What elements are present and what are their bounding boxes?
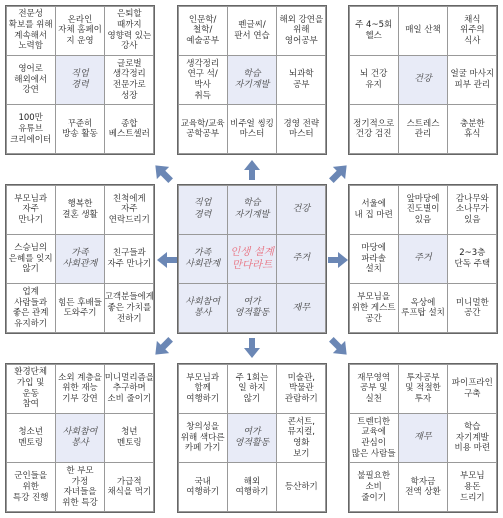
family-action-cell: 친척에게 자주 연락드리기 xyxy=(104,185,154,235)
arrow-up-left-icon xyxy=(150,160,176,186)
health-action-cell: 얼굴 마사지 피부 관리 xyxy=(447,55,497,105)
arrow-down-right-icon xyxy=(326,334,352,360)
career-action-cell: 글로벌 생각정리 전문가로 성장 xyxy=(104,55,154,105)
learning-action-cell: 비주얼 씽킹 마스터 xyxy=(227,104,277,154)
housing-action-cell: 서울에 내 집 마련 xyxy=(349,185,399,235)
leisure-action-cell: 해외 여행하기 xyxy=(227,462,277,512)
leisure-goal-cell: 여가 영적활동 xyxy=(227,413,277,463)
family-goal-cell: 가족 사회관계 xyxy=(55,234,105,284)
career-action-cell: 100만 유튜브 크리에이터 xyxy=(6,104,56,154)
family-action-cell: 힘든 후배들 도와주기 xyxy=(55,283,105,333)
center-goal-cell: 주거 xyxy=(276,234,326,284)
housing-action-cell: 옥상에 루프탑 설치 xyxy=(398,283,448,333)
finance-action-cell: 부모님 용돈 드리기 xyxy=(447,462,497,512)
center-goal-cell: 여가 영적활동 xyxy=(227,283,277,333)
arrow-down-left-icon xyxy=(150,334,176,360)
learning-action-cell: 펜글씨/ 판서 연습 xyxy=(227,6,277,56)
housing-action-cell: 마당에 파라솔 설치 xyxy=(349,234,399,284)
social-action-cell: 청소년 멘토링 xyxy=(6,413,56,463)
arrow-left-icon xyxy=(155,248,179,272)
center-goal-cell: 사회참여 봉사 xyxy=(178,283,228,333)
family-action-cell: 고객분들에게 좋은 가치를 전하기 xyxy=(104,283,154,333)
learning-action-cell: 인문학/ 철학/ 예술공부 xyxy=(178,6,228,56)
housing-block xyxy=(348,184,498,334)
career-action-cell: 온라인 자체 홈페이 지 운영 xyxy=(55,6,105,56)
leisure-action-cell: 등산하기 xyxy=(276,462,326,512)
arrow-up-right-icon xyxy=(326,160,352,186)
finance-action-cell: 투자공부 및 적절한 투자 xyxy=(398,364,448,414)
leisure-action-cell: 국내 여행하기 xyxy=(178,462,228,512)
leisure-action-cell: 창의성을 위해 색다른 카페 가기 xyxy=(178,413,228,463)
arrow-up-icon xyxy=(240,158,264,182)
family-action-cell: 행복한 결혼 생활 xyxy=(55,185,105,235)
learning-block xyxy=(177,5,327,155)
social-action-cell: 미니멀리즘을 추구하며 소비 줄이기 xyxy=(104,364,154,414)
finance-action-cell: 파이프라인 구축 xyxy=(447,364,497,414)
center-goal-cell: 재무 xyxy=(276,283,326,333)
learning-action-cell: 경영 전략 마스터 xyxy=(276,104,326,154)
finance-action-cell: 학자금 전액 상환 xyxy=(398,462,448,512)
finance-action-cell: 트렌디한 교육에 관심이 많은 사람들 xyxy=(349,413,399,463)
housing-action-cell: 감나무와 소나무가 있음 xyxy=(447,185,497,235)
social-goal-cell: 사회참여 봉사 xyxy=(55,413,105,463)
health-goal-cell: 건강 xyxy=(398,55,448,105)
career-action-cell: 영어로 해외에서 강연 xyxy=(6,55,56,105)
career-action-cell: 은퇴할 때까지 영향력 있는 강사 xyxy=(104,6,154,56)
career-action-cell: 꾸준히 방송 활동 xyxy=(55,104,105,154)
health-action-cell: 충분한 휴식 xyxy=(447,104,497,154)
social-action-cell: 군인들을 위한 특강 진행 xyxy=(6,462,56,512)
finance-action-cell: 재무영역 공부 및 실천 xyxy=(349,364,399,414)
family-action-cell: 친구들과 자주 만나기 xyxy=(104,234,154,284)
arrow-down-icon xyxy=(240,336,264,360)
health-action-cell: 매일 산책 xyxy=(398,6,448,56)
center-goal-cell: 건강 xyxy=(276,185,326,235)
health-action-cell: 스트레스 관리 xyxy=(398,104,448,154)
center-goal-cell: 직업 경력 xyxy=(178,185,228,235)
health-action-cell: 채식 위주의 식사 xyxy=(447,6,497,56)
career-goal-cell: 직업 경력 xyxy=(55,55,105,105)
health-action-cell: 주 4~5회 헬스 xyxy=(349,6,399,56)
housing-goal-cell: 주거 xyxy=(398,234,448,284)
finance-action-cell: 학습 자기계발 비용 마련 xyxy=(447,413,497,463)
leisure-action-cell: 주 1회는 일 하지 않기 xyxy=(227,364,277,414)
learning-action-cell: 뇌과학 공부 xyxy=(276,55,326,105)
leisure-action-cell: 콘서트, 뮤지컬, 영화 보기 xyxy=(276,413,326,463)
leisure-action-cell: 미술관, 박물관 관람하기 xyxy=(276,364,326,414)
housing-action-cell: 앞마당에 진도별이 있음 xyxy=(398,185,448,235)
finance-goal-cell: 재무 xyxy=(398,413,448,463)
center-block xyxy=(177,184,327,334)
housing-action-cell: 부모님을 위한 게스트 공간 xyxy=(349,283,399,333)
finance-block xyxy=(348,363,498,513)
family-action-cell: 업계 사람들과 좋은 관계 유지하기 xyxy=(6,283,56,333)
social-action-cell: 가급적 채식을 먹기 xyxy=(104,462,154,512)
housing-action-cell: 2~3층 단독 주택 xyxy=(447,234,497,284)
family-action-cell: 부모님과 자주 만나기 xyxy=(6,185,56,235)
career-action-cell: 종합 베스트셀러 xyxy=(104,104,154,154)
health-action-cell: 정기적으로 건강 검진 xyxy=(349,104,399,154)
social-action-cell: 한 부모 가정 자녀들을 위한 특강 xyxy=(55,462,105,512)
learning-action-cell: 교육학/교육 공학공부 xyxy=(178,104,228,154)
health-block xyxy=(348,5,498,155)
social-block xyxy=(5,363,155,513)
social-action-cell: 청년 멘토링 xyxy=(104,413,154,463)
learning-goal-cell: 학습 자기계발 xyxy=(227,55,277,105)
housing-action-cell: 미니멀한 공간 xyxy=(447,283,497,333)
social-action-cell: 소외 계층을 위한 재능 기부 강연 xyxy=(55,364,105,414)
arrow-right-icon xyxy=(326,248,350,272)
finance-action-cell: 불필요한 소비 줄이기 xyxy=(349,462,399,512)
center-goal-cell: 학습 자기계발 xyxy=(227,185,277,235)
leisure-action-cell: 부모님과 함께 여행하기 xyxy=(178,364,228,414)
family-block xyxy=(5,184,155,334)
mandalart-title: 인생 설계 만다라트 xyxy=(227,234,277,284)
learning-action-cell: 생각정리 연구 석/박사 취득 xyxy=(178,55,228,105)
career-block xyxy=(5,5,155,155)
social-action-cell: 환경단체 가입 및 운동 참여 xyxy=(6,364,56,414)
center-goal-cell: 가족 사회관계 xyxy=(178,234,228,284)
career-action-cell: 전문성 확보를 위해 계속해서 노력함 xyxy=(6,6,56,56)
leisure-block xyxy=(177,363,327,513)
health-action-cell: 뇌 건강 유지 xyxy=(349,55,399,105)
learning-action-cell: 해외 강연을 위해 영어공부 xyxy=(276,6,326,56)
family-action-cell: 스승님의 은혜를 잊지 않기 xyxy=(6,234,56,284)
